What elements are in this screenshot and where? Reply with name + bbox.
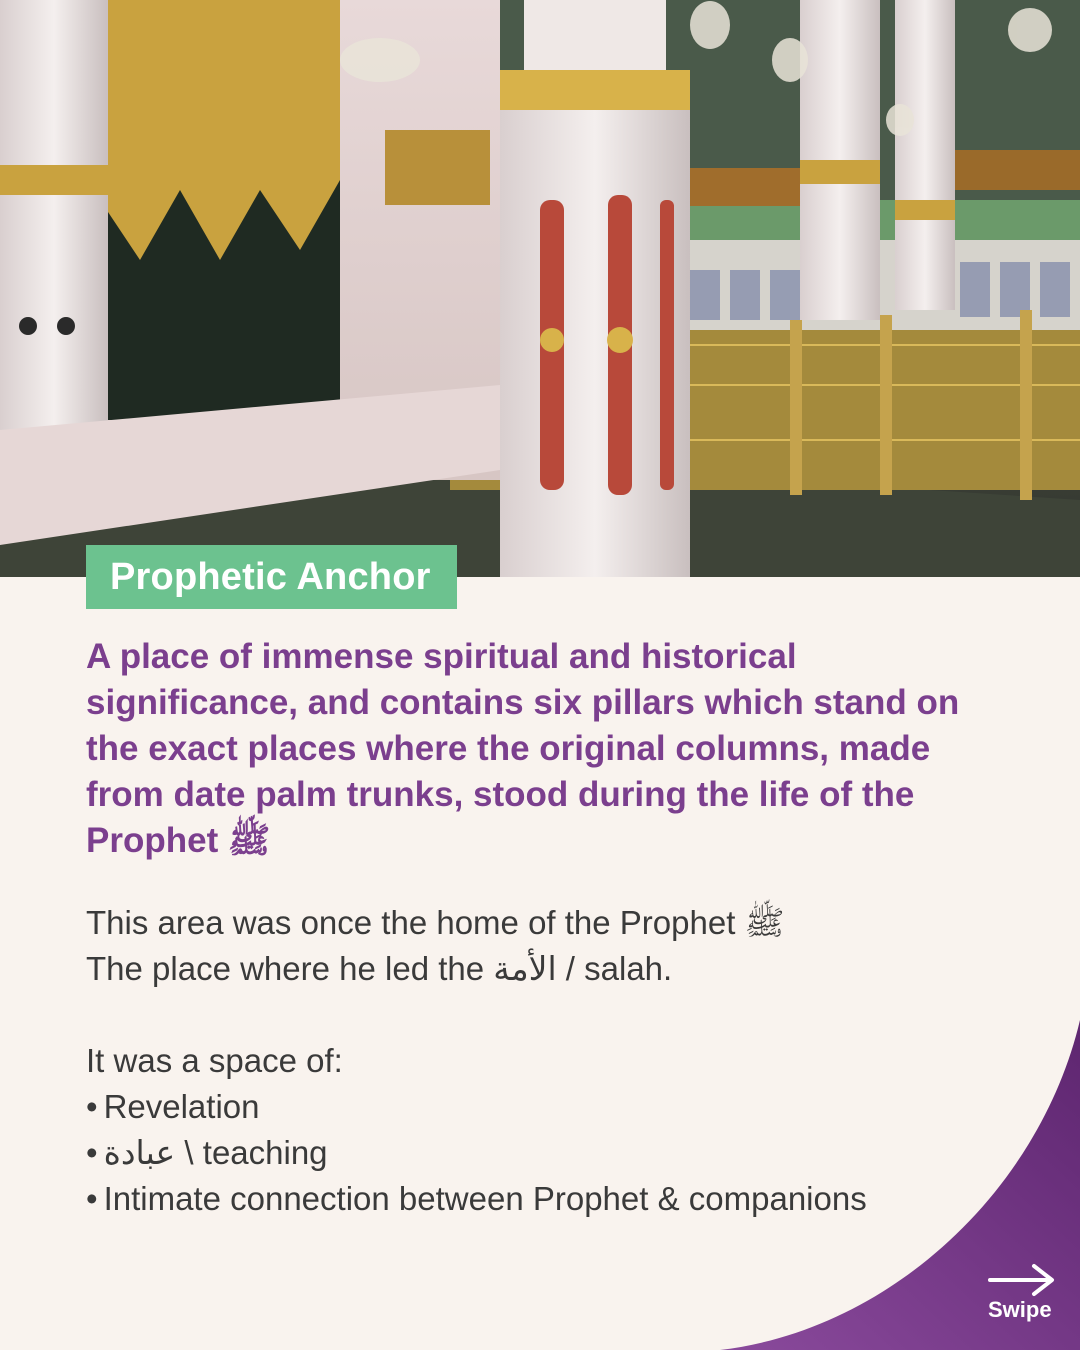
section-tag: Prophetic Anchor [86, 545, 457, 609]
space-intro: It was a space of: [86, 1042, 343, 1079]
salah-line: The place where he led the الأمة / salah. [86, 950, 673, 987]
arrow-right-icon[interactable] [988, 1262, 1056, 1298]
header-photo [0, 0, 1080, 577]
list-item: • Revelation [86, 1084, 867, 1130]
list-item: • عبادة \ teaching [86, 1130, 867, 1176]
list-item: • Intimate connection between Prophet & companions [86, 1176, 867, 1222]
lead-paragraph: A place of immense spiritual and historical significance, and contains six pillars which stand on the exact places where the original columns, made from date palm trunks, stood during the life of the Prophet ﷺ [86, 637, 960, 860]
home-paragraph [86, 900, 1006, 992]
swipe-label[interactable]: Swipe [988, 1297, 1052, 1322]
home-line: This area was once the home of the Prophet ﷺ [86, 904, 785, 941]
